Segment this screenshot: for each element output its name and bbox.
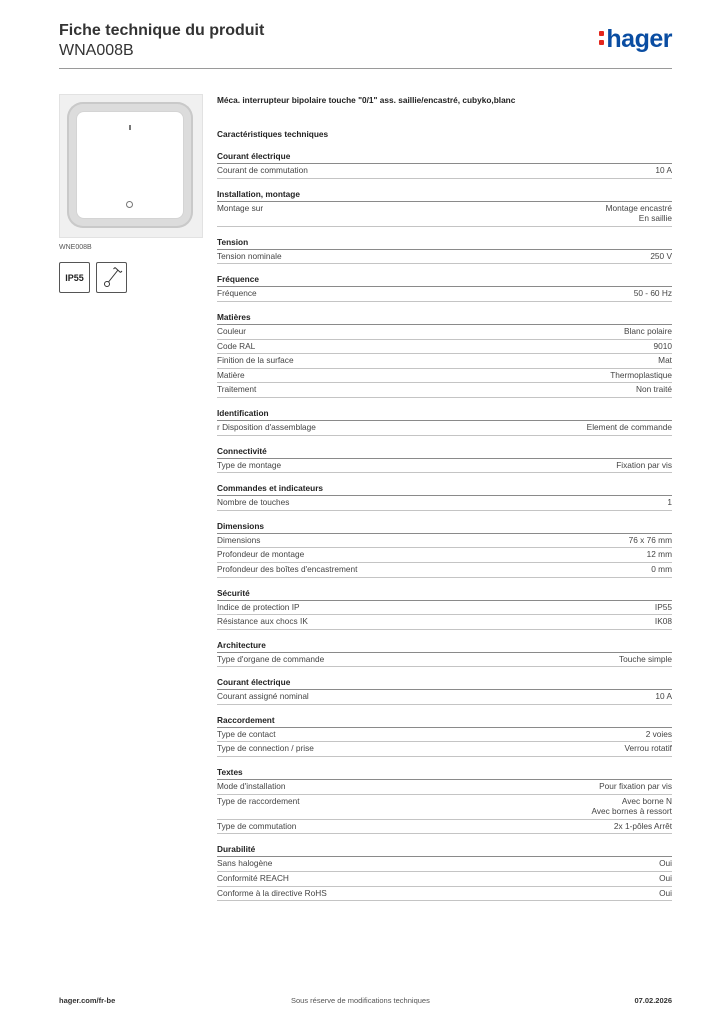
spec-row: [217, 340, 672, 355]
spec-value-line: 250 V: [650, 250, 672, 261]
spec-value-line: Blanc polaire: [624, 325, 672, 336]
spec-label: Type d'organe de commande: [217, 653, 325, 664]
spec-section: [217, 446, 672, 474]
ip-rating-badge: IP55: [59, 262, 90, 293]
spec-value-line: 10 A: [655, 165, 672, 175]
spec-value-line: 2x 1-pôles Arrêt: [613, 820, 672, 831]
spec-row: [217, 690, 672, 705]
spec-value: [257, 288, 672, 299]
section-title: Durabilité: [217, 844, 672, 857]
spec-section: [217, 715, 672, 757]
spec-sections: [217, 151, 672, 901]
spec-row: [217, 369, 672, 384]
spec-section: [217, 151, 672, 179]
spec-row: [217, 872, 672, 887]
section-title: Sécurité: [217, 588, 672, 601]
spec-section: [217, 237, 672, 265]
spec-value-line: Oui: [659, 858, 672, 869]
spec-value: [357, 564, 672, 575]
spec-value: [246, 326, 672, 337]
spec-label: Code RAL: [217, 340, 256, 351]
section-title: Tension: [217, 237, 672, 250]
section-title: Courant électrique: [217, 151, 672, 164]
spec-value-line: 50 - 60 Hz: [633, 288, 672, 299]
spec-value: [281, 460, 672, 471]
page-header: [59, 20, 672, 69]
switch-plate-icon: [67, 102, 193, 228]
spec-value-line: Oui: [659, 873, 672, 884]
spec-value: [294, 355, 672, 366]
product-reference: WNA008B: [59, 42, 134, 59]
spec-value: [314, 743, 672, 754]
spec-row: [217, 795, 672, 820]
spec-row: [217, 548, 672, 563]
spec-label: Mode d'installation: [217, 781, 286, 792]
section-title: Raccordement: [217, 715, 672, 728]
spec-label: r Disposition d'assemblage: [217, 421, 316, 432]
spec-label: Courant de commutation: [217, 165, 308, 175]
hager-logo: [599, 25, 672, 54]
spec-value-line: Montage encastré: [605, 202, 672, 213]
spec-value-line: IK08: [654, 616, 672, 627]
spec-value-line: 10 A: [655, 691, 672, 702]
spec-row: [217, 601, 672, 616]
spec-label: Finition de la surface: [217, 355, 294, 366]
spec-value: [308, 616, 672, 627]
spec-row: [217, 728, 672, 743]
spec-label: Profondeur de montage: [217, 549, 305, 560]
footer-website: hager.com/fr-be: [59, 996, 116, 1005]
spec-value-line: 9010: [653, 340, 672, 351]
spec-label: Fréquence: [217, 288, 257, 299]
spec-value-line: Pour fixation par vis: [599, 781, 672, 792]
spec-section: [217, 677, 672, 705]
specifications: [217, 95, 672, 911]
logo-text: hager: [606, 25, 672, 53]
spec-row: [217, 287, 672, 302]
section-title: Identification: [217, 408, 672, 421]
spec-value-line: Element de commande: [586, 421, 672, 432]
spec-row: [217, 325, 672, 340]
spec-value: [309, 691, 672, 702]
spec-section: [217, 483, 672, 511]
spec-row: [217, 354, 672, 369]
spec-value: [272, 858, 672, 869]
logo-dots-icon: [599, 31, 604, 45]
spec-value-line: Non traité: [636, 384, 672, 395]
spec-label: Type de raccordement: [217, 795, 300, 806]
spec-row: [217, 615, 672, 630]
spec-value-line: 1: [667, 497, 672, 508]
spec-section: [217, 767, 672, 834]
spec-label: Profondeur des boîtes d'encastrement: [217, 563, 358, 574]
spec-value: [256, 384, 672, 395]
spec-value: [324, 654, 672, 665]
spec-value-line: IP55: [654, 601, 672, 612]
spec-value-line: Mat: [658, 355, 672, 366]
spec-value: [276, 729, 672, 740]
spec-value-line: Touche simple: [618, 653, 672, 664]
spec-row: [217, 887, 672, 902]
spec-value: [285, 781, 672, 792]
section-title: Fréquence: [217, 274, 672, 287]
switch-symbol-icon: [96, 262, 127, 293]
spec-label: Tension nominale: [217, 250, 282, 261]
spec-row: [217, 496, 672, 511]
spec-value: [327, 888, 672, 899]
spec-value-line: Oui: [659, 887, 672, 898]
spec-row: [217, 563, 672, 578]
spec-label: Courant assigné nominal: [217, 691, 309, 702]
section-title: Installation, montage: [217, 189, 672, 202]
spec-row: [217, 780, 672, 795]
spec-value: [263, 203, 672, 224]
spec-section: [217, 640, 672, 668]
spec-row: [217, 857, 672, 872]
footer-date: 07.02.2026: [634, 996, 672, 1005]
spec-row: [217, 742, 672, 757]
spec-section: [217, 274, 672, 302]
spec-value-line: En saillie: [638, 213, 672, 224]
spec-value: [308, 165, 672, 176]
spec-value: [316, 422, 672, 433]
spec-section: [217, 189, 672, 227]
spec-row: [217, 653, 672, 668]
image-caption: WNE008B: [59, 244, 92, 251]
section-title: Dimensions: [217, 521, 672, 534]
spec-label: Nombre de touches: [217, 497, 290, 508]
spec-label: Conformité REACH: [217, 873, 289, 884]
spec-section: [217, 521, 672, 578]
spec-value: [255, 341, 672, 352]
spec-row: [217, 421, 672, 436]
spec-label: Traitement: [217, 384, 257, 395]
section-title: Commandes et indicateurs: [217, 483, 672, 496]
footer-disclaimer: Sous réserve de modifications techniques: [291, 996, 430, 1005]
spec-label: Montage sur: [217, 202, 264, 213]
spec-label: Type de contact: [217, 728, 276, 739]
spec-row: [217, 820, 672, 835]
spec-label: Matière: [217, 369, 245, 380]
spec-row: [217, 459, 672, 474]
spec-section: [217, 588, 672, 630]
spec-value: [260, 535, 672, 546]
spec-value: [289, 873, 672, 884]
section-title: Courant électrique: [217, 677, 672, 690]
spec-label: Conforme à la directive RoHS: [217, 887, 327, 898]
spec-section: [217, 312, 672, 398]
spec-label: Type de connection / prise: [217, 743, 314, 754]
product-image: [59, 94, 203, 238]
spec-row: [217, 383, 672, 398]
spec-label: Type de montage: [217, 459, 282, 470]
spec-value: [300, 796, 672, 817]
spec-section: [217, 844, 672, 901]
spec-section: [217, 408, 672, 436]
spec-label: Sans halogène: [217, 858, 273, 869]
spec-label: Couleur: [217, 325, 247, 336]
spec-row: [217, 202, 672, 227]
spec-value-line: 2 voies: [645, 728, 672, 739]
spec-value: [296, 821, 672, 832]
section-title: Connectivité: [217, 446, 672, 459]
spec-label: Indice de protection IP: [217, 601, 300, 612]
spec-value-line: 12 mm: [646, 549, 672, 560]
spec-value: [245, 370, 672, 381]
spec-value-line: Thermoplastique: [610, 369, 672, 380]
spec-value-line: Verrou rotatif: [624, 743, 672, 754]
spec-value-line: Avec borne N: [621, 795, 672, 806]
spec-value-line: 0 mm: [651, 563, 672, 574]
section-title: Architecture: [217, 640, 672, 653]
spec-value: [282, 251, 672, 262]
spec-value-line: 76 x 76 mm: [628, 534, 672, 545]
spec-row: [217, 164, 672, 179]
spec-label: Dimensions: [217, 534, 261, 545]
section-title: Textes: [217, 767, 672, 780]
spec-value: [304, 549, 672, 560]
on-mark-icon: [129, 125, 131, 130]
spec-value-line: Avec bornes à ressort: [591, 806, 672, 817]
section-title: Matières: [217, 312, 672, 325]
spec-value-line: Fixation par vis: [616, 459, 672, 470]
spec-row: [217, 534, 672, 549]
document-title: Fiche technique du produit: [59, 22, 265, 39]
spec-label: Résistance aux chocs IK: [217, 616, 308, 627]
switch-rocker: [77, 112, 183, 218]
off-mark-icon: [126, 201, 133, 208]
spec-row: [217, 250, 672, 265]
spec-value: [289, 497, 672, 508]
spec-label: Type de commutation: [217, 820, 297, 831]
spec-value: [300, 602, 672, 613]
product-description: Méca. interrupteur bipolaire touche "0/1" ass. saillie/encastré, cubyko,blanc: [217, 95, 516, 105]
characteristics-heading: Caractéristiques techniques: [217, 129, 329, 139]
